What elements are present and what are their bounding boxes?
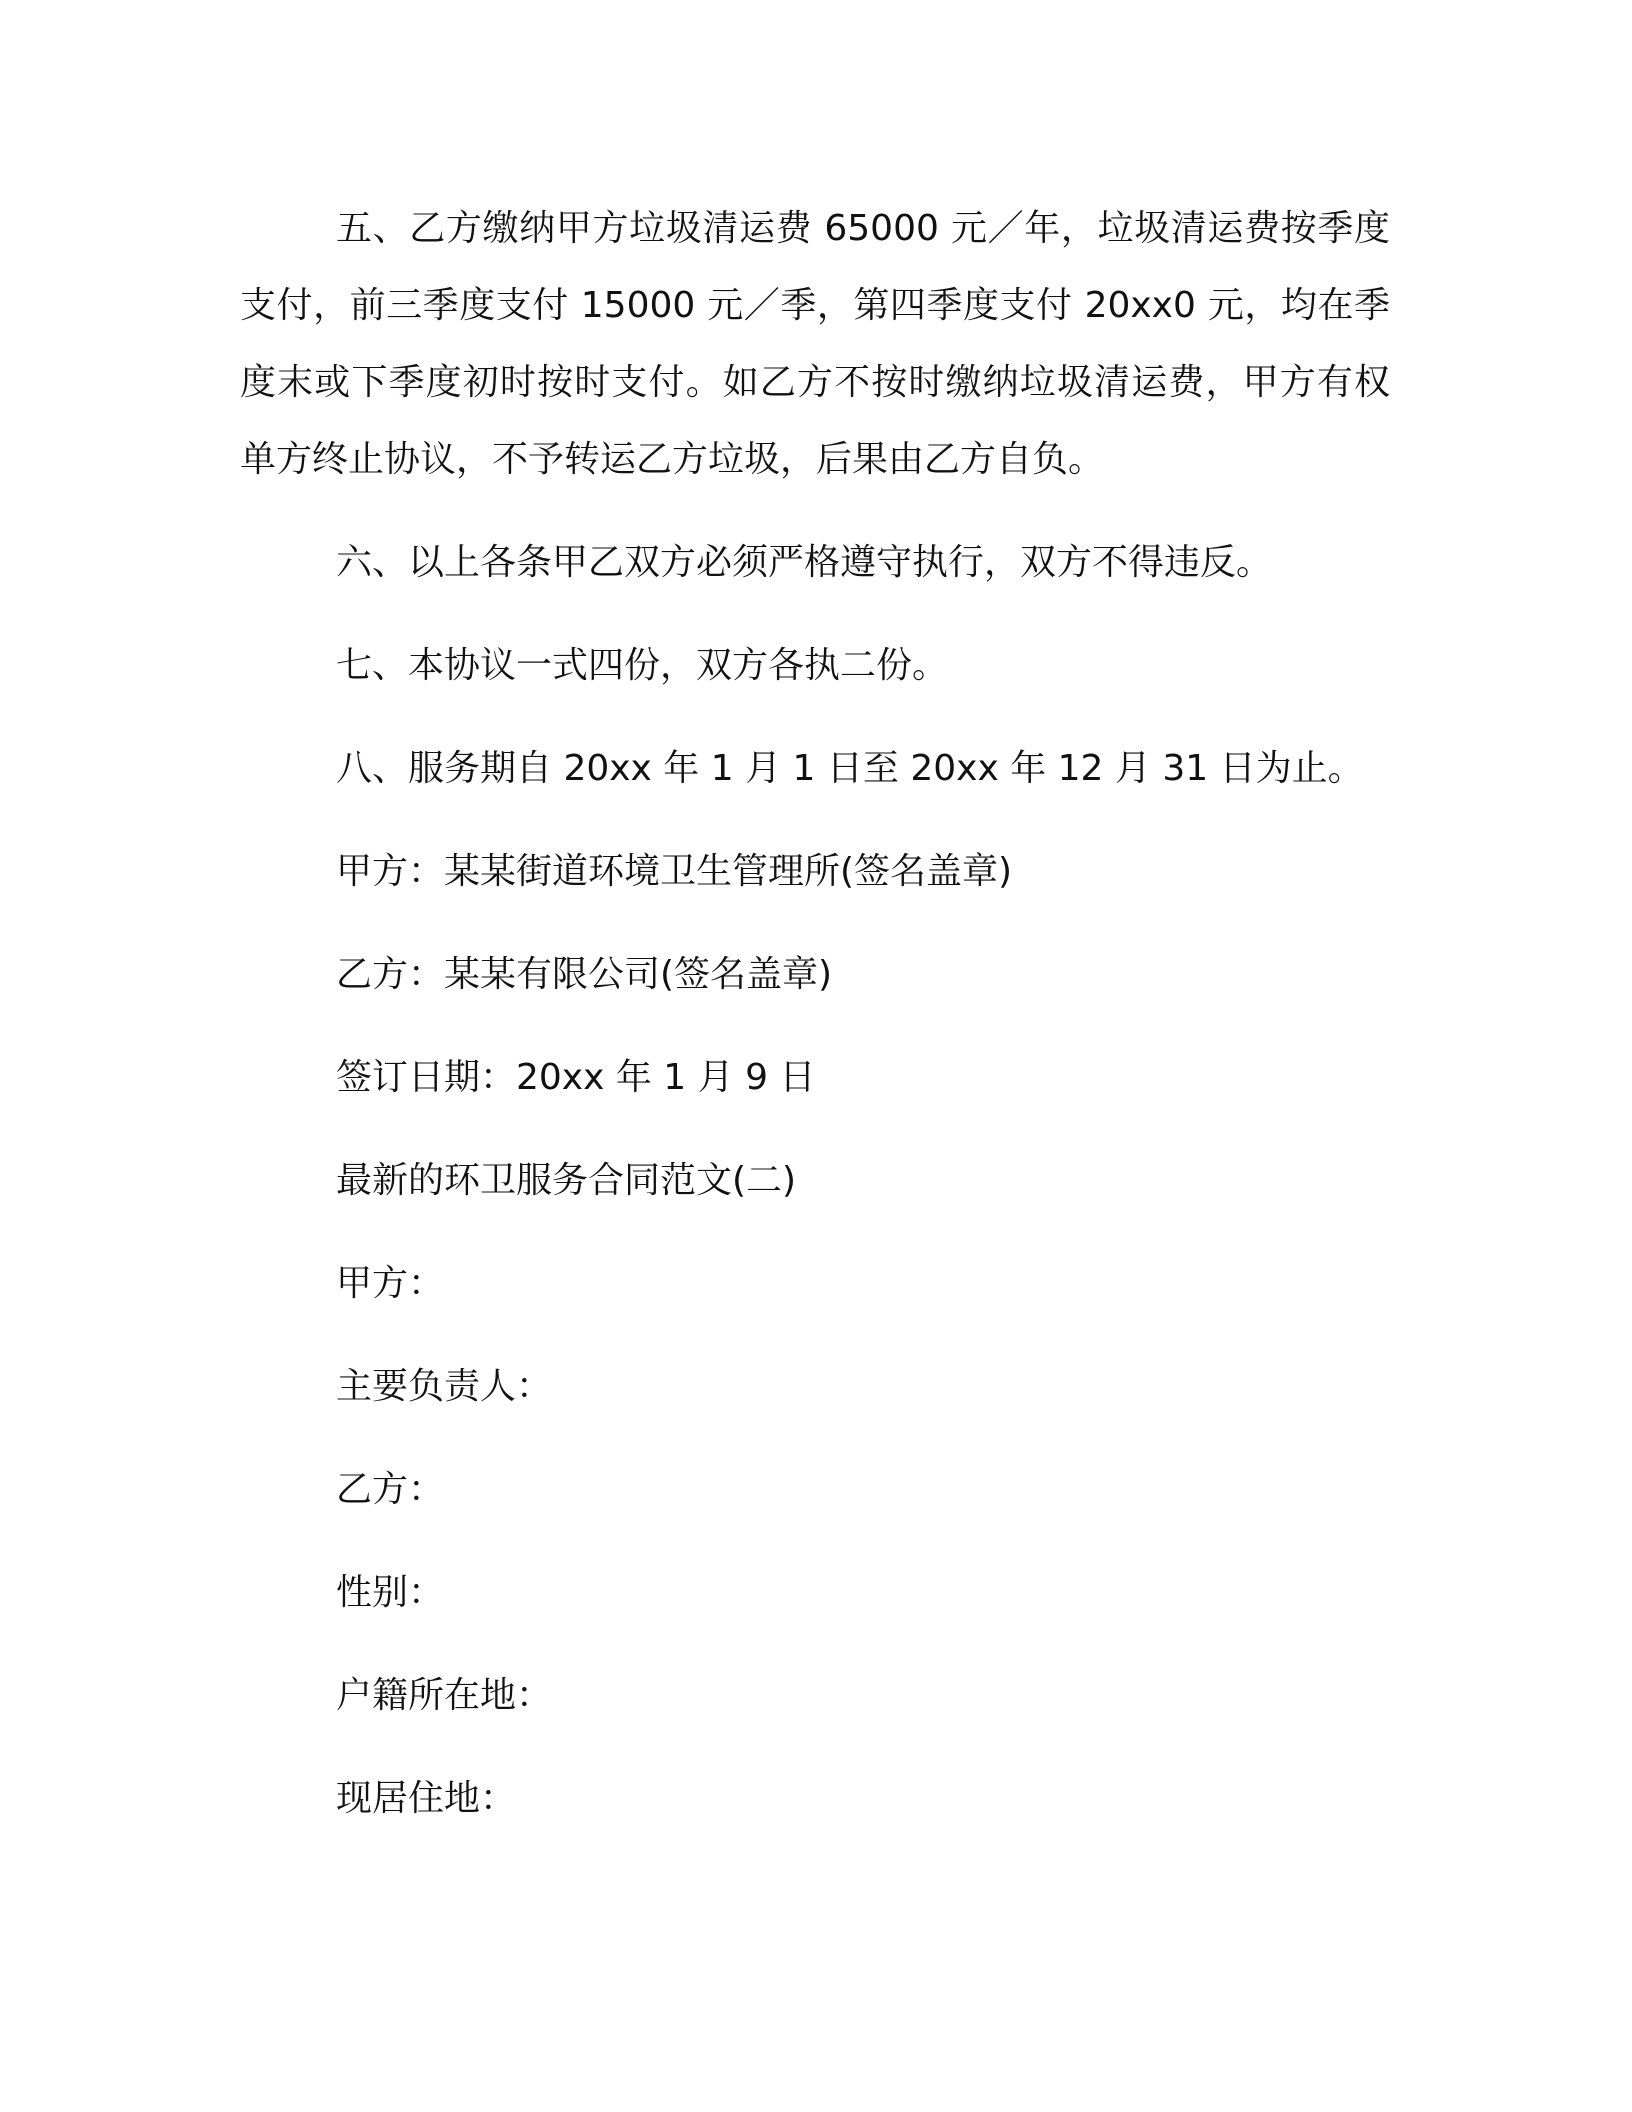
signing-date-line: 签订日期：20xx 年 1 月 9 日 (336, 1057, 816, 1098)
clause-6-paragraph: 六、以上各条甲乙双方必须严格遵守执行，双方不得违反。 (336, 542, 1273, 583)
party-a-signature-line: 甲方：某某街道环境卫生管理所(签名盖章) (336, 851, 1013, 892)
party-b-signature-line: 乙方：某某有限公司(签名盖章) (336, 954, 833, 995)
clause-7-paragraph: 七、本协议一式四份，双方各执二份。 (336, 645, 949, 686)
document-body (240, 190, 1390, 1863)
contract-two-title: 最新的环卫服务合同范文(二) (336, 1160, 797, 1201)
gender-field: 性别： (336, 1572, 445, 1613)
party-b-field: 乙方： (336, 1469, 445, 1510)
household-registration-field: 户籍所在地： (336, 1675, 553, 1716)
party-a-field: 甲方： (336, 1263, 445, 1304)
clause-5-paragraph: 五、乙方缴纳甲方垃圾清运费 65000 元／年，垃圾清运费按季度支付，前三季度支付 15000 元／季，第四季度支付 20xx0 元，均在季度末或下季度初时按时支付。如乙方不按时缴纳垃圾清运费，甲方有权单方终止协议，不予转运乙方垃圾，后果由乙方自负。 (240, 208, 1390, 480)
principal-person-field: 主要负责人： (336, 1366, 553, 1407)
current-residence-field: 现居住地： (336, 1778, 517, 1819)
clause-8-paragraph: 八、服务期自 20xx 年 1 月 1 日至 20xx 年 12 月 31 日为止。 (336, 748, 1364, 789)
